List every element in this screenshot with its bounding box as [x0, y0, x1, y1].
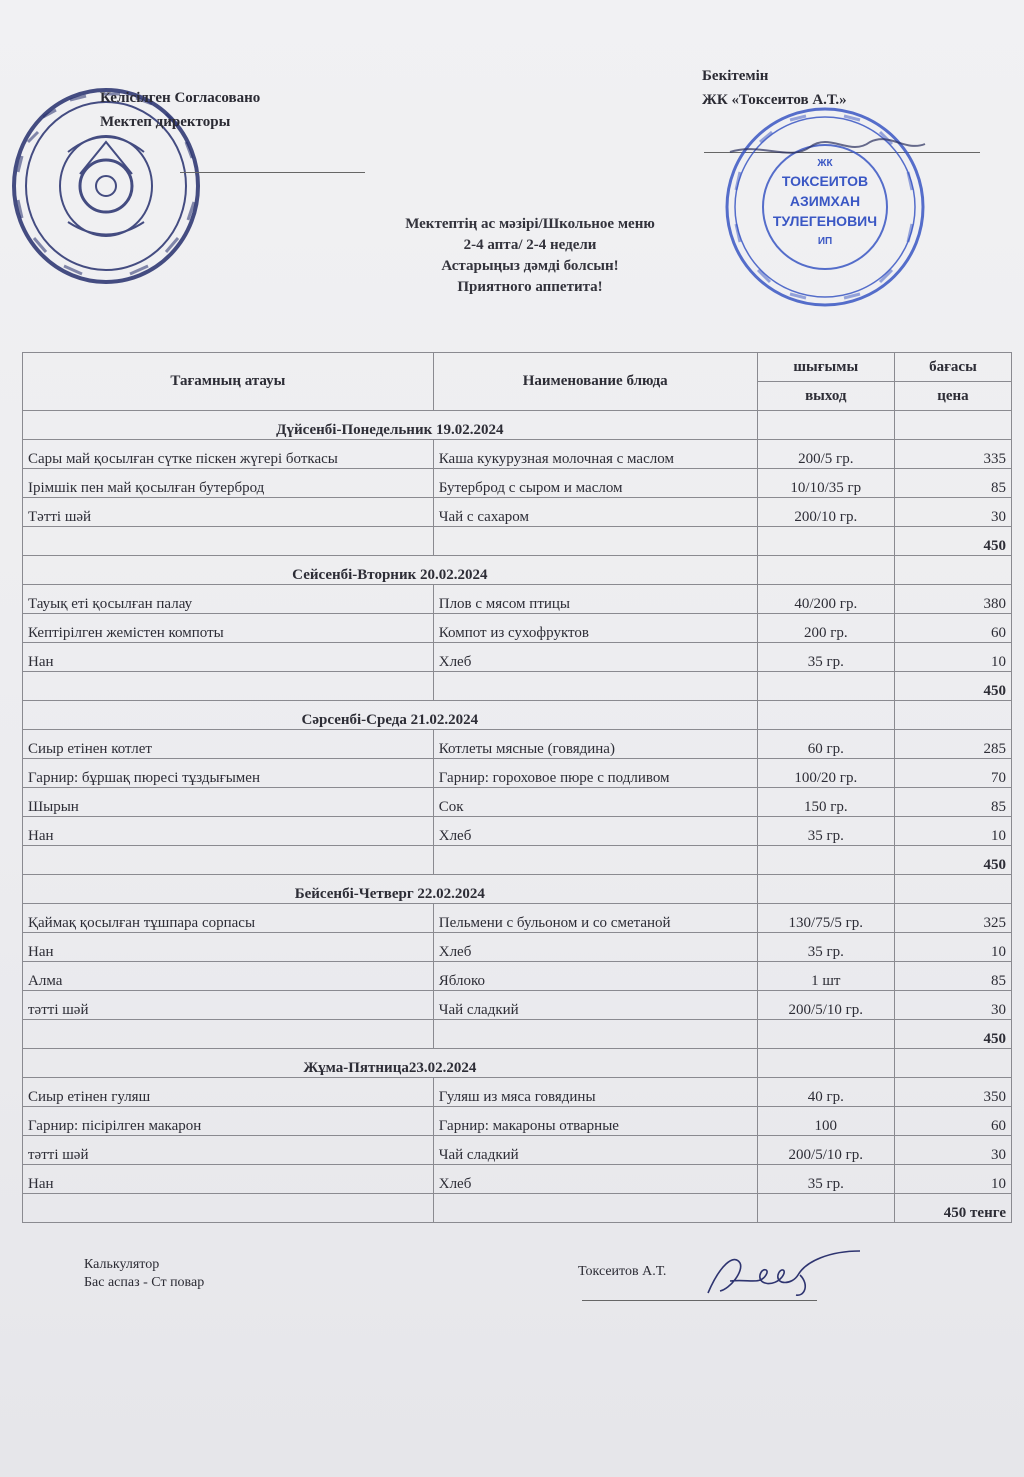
day-title: Дүйсенбі-Понедельник 19.02.2024 [23, 411, 758, 440]
dish-name-kz: тәтті шәй [23, 1136, 434, 1165]
dish-name-ru: Гуляш из мяса говядины [433, 1078, 757, 1107]
dish-price: 85 [894, 469, 1011, 498]
stamp-text-1: ЖК [817, 158, 833, 169]
table-row [23, 759, 1012, 788]
dish-price: 85 [894, 962, 1011, 991]
day-empty-cell [757, 411, 894, 440]
dish-output: 35 гр. [757, 817, 894, 846]
stamp-text-4: ТУЛЕГЕНОВИЧ [772, 213, 878, 229]
dish-name-kz: Гарнир: пісірілген макарон [23, 1107, 434, 1136]
total-row [23, 846, 1012, 875]
dish-price: 285 [894, 730, 1011, 759]
dish-name-kz: Нан [23, 643, 434, 672]
dish-price: 30 [894, 498, 1011, 527]
table-row [23, 469, 1012, 498]
total-empty-cell [433, 1020, 757, 1049]
day-empty-cell [757, 701, 894, 730]
dish-output: 100 [757, 1107, 894, 1136]
dish-output: 100/20 гр. [757, 759, 894, 788]
day-total-price: 450 [894, 672, 1011, 701]
dish-price: 70 [894, 759, 1011, 788]
dish-price: 10 [894, 1165, 1011, 1194]
day-total-price: 450 тенге [894, 1194, 1011, 1223]
header-output-kz: шығымы [757, 353, 894, 382]
total-empty-cell [433, 672, 757, 701]
dish-output: 200/5/10 гр. [757, 991, 894, 1020]
dish-price: 85 [894, 788, 1011, 817]
dish-name-kz: Алма [23, 962, 434, 991]
total-empty-cell [23, 1020, 434, 1049]
dish-name-kz: тәтті шәй [23, 991, 434, 1020]
table-row [23, 817, 1012, 846]
table-row [23, 1136, 1012, 1165]
dish-name-kz: Сиыр етінен котлет [23, 730, 434, 759]
dish-name-ru: Хлеб [433, 643, 757, 672]
menu-title [330, 214, 730, 298]
table-row [23, 614, 1012, 643]
day-empty-cell [894, 411, 1011, 440]
approval-left-line2: Мектеп директоры [100, 114, 231, 130]
dish-name-kz: Нан [23, 933, 434, 962]
day-row [23, 1049, 1012, 1078]
dish-name-ru: Чай сладкий [433, 991, 757, 1020]
table-row [23, 904, 1012, 933]
dish-name-ru: Яблоко [433, 962, 757, 991]
menu-table [22, 352, 1012, 1223]
day-row [23, 556, 1012, 585]
dish-output: 40/200 гр. [757, 585, 894, 614]
table-row [23, 643, 1012, 672]
dish-price: 30 [894, 1136, 1011, 1165]
dish-name-ru: Сок [433, 788, 757, 817]
header-price-kz: бағасы [894, 353, 1011, 382]
stamp-text-2: ТОКСЕИТОВ [781, 173, 869, 189]
table-row [23, 933, 1012, 962]
day-empty-cell [894, 556, 1011, 585]
total-empty-cell [757, 527, 894, 556]
day-title: Сейсенбі-Вторник 20.02.2024 [23, 556, 758, 585]
total-empty-cell [433, 527, 757, 556]
dish-price: 60 [894, 614, 1011, 643]
dish-price: 60 [894, 1107, 1011, 1136]
dish-name-ru: Хлеб [433, 933, 757, 962]
dish-price: 30 [894, 991, 1011, 1020]
day-row [23, 411, 1012, 440]
total-row [23, 1194, 1012, 1223]
day-title: Сәрсенбі-Среда 21.02.2024 [23, 701, 758, 730]
dish-price: 380 [894, 585, 1011, 614]
title-line4: Приятного аппетита! [457, 279, 603, 295]
table-row [23, 1107, 1012, 1136]
total-empty-cell [23, 1194, 434, 1223]
dish-name-kz: Тауық еті қосылған палау [23, 585, 434, 614]
stamp-text-3: АЗИМХАН [789, 193, 861, 209]
dish-name-kz: Шырын [23, 788, 434, 817]
dish-name-ru: Котлеты мясные (говядина) [433, 730, 757, 759]
dish-name-kz: Сары май қосылған сүтке піскен жүгері боткасы [23, 440, 434, 469]
approval-right-line2: ЖК «Токсеитов А.Т.» [702, 92, 847, 108]
day-empty-cell [894, 875, 1011, 904]
dish-output: 60 гр. [757, 730, 894, 759]
dish-price: 10 [894, 817, 1011, 846]
dish-output: 200 гр. [757, 614, 894, 643]
day-total-price: 450 [894, 527, 1011, 556]
table-row [23, 991, 1012, 1020]
dish-name-kz: Ірімшік пен май қосылған бутерброд [23, 469, 434, 498]
dish-name-ru: Пельмени с бульоном и со сметаной [433, 904, 757, 933]
day-empty-cell [894, 701, 1011, 730]
dish-name-kz: Кептірілген жемістен компоты [23, 614, 434, 643]
signature-line-left [180, 172, 365, 173]
dish-name-ru: Плов с мясом птицы [433, 585, 757, 614]
total-empty-cell [757, 1194, 894, 1223]
header-output-ru: выход [757, 382, 894, 411]
total-empty-cell [23, 846, 434, 875]
table-row [23, 962, 1012, 991]
approval-left-line1: Келісілген Согласовано [100, 90, 261, 106]
day-row [23, 875, 1012, 904]
total-empty-cell [433, 1194, 757, 1223]
dish-name-kz: Сиыр етінен гуляш [23, 1078, 434, 1107]
dish-output: 40 гр. [757, 1078, 894, 1107]
table-row [23, 498, 1012, 527]
dish-output: 35 гр. [757, 933, 894, 962]
table-row [23, 585, 1012, 614]
dish-output: 35 гр. [757, 1165, 894, 1194]
dish-name-ru: Бутерброд с сыром и маслом [433, 469, 757, 498]
dish-name-ru: Гарнир: гороховое пюре с подливом [433, 759, 757, 788]
dish-output: 200/10 гр. [757, 498, 894, 527]
dish-name-kz: Тәтті шәй [23, 498, 434, 527]
day-empty-cell [757, 875, 894, 904]
footer-calculator: Калькулятор [84, 1257, 160, 1272]
day-title: Жұма-Пятница23.02.2024 [23, 1049, 758, 1078]
approval-right-line1: Бекітемін [702, 68, 769, 84]
total-empty-cell [757, 1020, 894, 1049]
dish-name-kz: Гарнир: бұршақ пюресі тұздығымен [23, 759, 434, 788]
dish-output: 200/5 гр. [757, 440, 894, 469]
dish-price: 10 [894, 933, 1011, 962]
title-line3: Астарыңыз дәмді болсын! [441, 258, 619, 274]
table-row [23, 730, 1012, 759]
total-row [23, 672, 1012, 701]
footer-chef: Бас аспаз - Ст повар [84, 1275, 205, 1290]
dish-output: 130/75/5 гр. [757, 904, 894, 933]
title-line1: Мектептің ас мәзірі/Школьное меню [405, 216, 655, 232]
table-row [23, 1078, 1012, 1107]
day-title: Бейсенбі-Четверг 22.02.2024 [23, 875, 758, 904]
day-empty-cell [757, 556, 894, 585]
handwritten-signature [700, 1245, 870, 1305]
day-total-price: 450 [894, 846, 1011, 875]
entrepreneur-stamp [720, 102, 930, 312]
dish-name-ru: Гарнир: макароны отварные [433, 1107, 757, 1136]
header-dish-ru: Наименование блюда [433, 353, 757, 411]
dish-price: 335 [894, 440, 1011, 469]
table-row [23, 788, 1012, 817]
total-empty-cell [757, 846, 894, 875]
total-row [23, 527, 1012, 556]
header-dish-kz: Тағамның атауы [23, 353, 434, 411]
day-row [23, 701, 1012, 730]
day-total-price: 450 [894, 1020, 1011, 1049]
dish-name-ru: Каша кукурузная молочная с маслом [433, 440, 757, 469]
dish-output: 10/10/35 гр [757, 469, 894, 498]
header-price-ru: цена [894, 382, 1011, 411]
dish-output: 35 гр. [757, 643, 894, 672]
total-empty-cell [433, 846, 757, 875]
dish-name-ru: Компот из сухофруктов [433, 614, 757, 643]
approval-left [100, 86, 260, 134]
dish-price: 350 [894, 1078, 1011, 1107]
footer-left [84, 1256, 204, 1292]
title-line2: 2-4 апта/ 2-4 недели [463, 237, 597, 253]
footer-signer: Токсеитов А.Т. [578, 1264, 667, 1279]
table-header-row-1 [23, 353, 1012, 382]
dish-name-kz: Қаймақ қосылған тұшпара сорпасы [23, 904, 434, 933]
dish-name-ru: Чай с сахаром [433, 498, 757, 527]
total-empty-cell [757, 672, 894, 701]
total-empty-cell [23, 527, 434, 556]
day-empty-cell [757, 1049, 894, 1078]
dish-name-ru: Хлеб [433, 1165, 757, 1194]
day-empty-cell [894, 1049, 1011, 1078]
dish-output: 150 гр. [757, 788, 894, 817]
total-empty-cell [23, 672, 434, 701]
dish-output: 200/5/10 гр. [757, 1136, 894, 1165]
dish-name-ru: Чай сладкий [433, 1136, 757, 1165]
dish-price: 325 [894, 904, 1011, 933]
dish-output: 1 шт [757, 962, 894, 991]
total-row [23, 1020, 1012, 1049]
table-row [23, 1165, 1012, 1194]
dish-name-kz: Нан [23, 1165, 434, 1194]
table-row [23, 440, 1012, 469]
dish-price: 10 [894, 643, 1011, 672]
stamp-text-5: ИП [817, 236, 833, 247]
dish-name-kz: Нан [23, 817, 434, 846]
dish-name-ru: Хлеб [433, 817, 757, 846]
